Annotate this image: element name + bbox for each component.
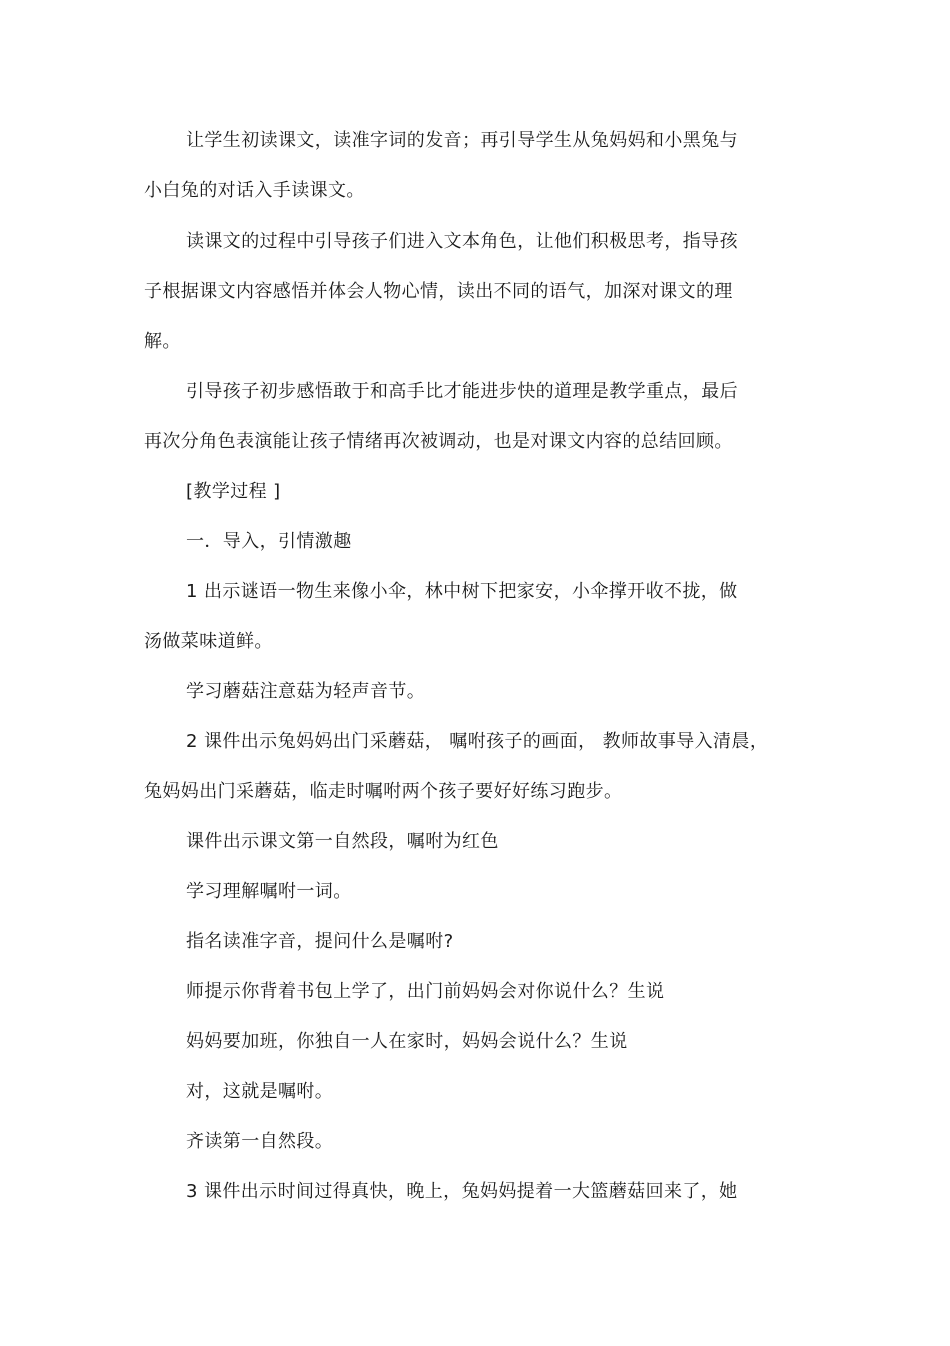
section-heading-teaching-process: [教学过程 ]: [186, 481, 281, 502]
step-1-line-1: 1 出示谜语一物生来像小伞，林中树下把家安，小伞撑开收不拢，做: [186, 581, 738, 602]
paragraph-1-line-2: 小白兔的对话入手读课文。: [144, 180, 365, 201]
step-2-conclusion: 对，这就是嘱咐。: [186, 1081, 334, 1102]
step-1-line-2: 汤做菜味道鲜。: [144, 631, 273, 652]
paragraph-2-line-1: 读课文的过程中引导孩子们进入文本角色，让他们积极思考，指导孩: [186, 231, 738, 252]
step-2-line-2: 兔妈妈出门采蘑菇，临走时嘱咐两个孩子要好好练习跑步。: [144, 781, 623, 802]
step-1-note: 学习蘑菇注意菇为轻声音节。: [186, 681, 426, 702]
paragraph-2-line-3: 解。: [144, 331, 181, 352]
step-2-line-1: 2 课件出示兔妈妈出门采蘑菇， 嘱咐孩子的画面， 教师故事导入清晨，: [186, 731, 769, 752]
paragraph-1-line-1: 让学生初读课文，读准字词的发音；再引导学生从兔妈妈和小黑兔与: [186, 130, 738, 151]
step-2-read-aloud: 齐读第一自然段。: [186, 1131, 334, 1152]
step-2-question: 指名读准字音，提问什么是嘱咐?: [186, 931, 454, 952]
paragraph-2-line-2: 子根据课文内容感悟并体会人物心情，读出不同的语气，加深对课文的理: [144, 281, 733, 302]
step-3-line-1: 3 课件出示时间过得真快，晚上，兔妈妈提着一大篮蘑菇回来了，她: [186, 1181, 738, 1202]
step-2-courseware-note: 课件出示课文第一自然段，嘱咐为红色: [186, 831, 499, 852]
step-2-mother-prompt: 妈妈要加班，你独自一人在家时，妈妈会说什么？生说: [186, 1031, 628, 1052]
step-2-teacher-prompt: 师提示你背着书包上学了，出门前妈妈会对你说什么？生说: [186, 981, 665, 1002]
paragraph-3-line-2: 再次分角色表演能让孩子情绪再次被调动，也是对课文内容的总结回顾。: [144, 431, 733, 452]
paragraph-3-line-1: 引导孩子初步感悟敢于和高手比才能进步快的道理是教学重点，最后: [186, 381, 738, 402]
step-2-learn-word: 学习理解嘱咐一词。: [186, 881, 352, 902]
subsection-heading-introduction: 一．导入，引情激趣: [186, 531, 352, 552]
